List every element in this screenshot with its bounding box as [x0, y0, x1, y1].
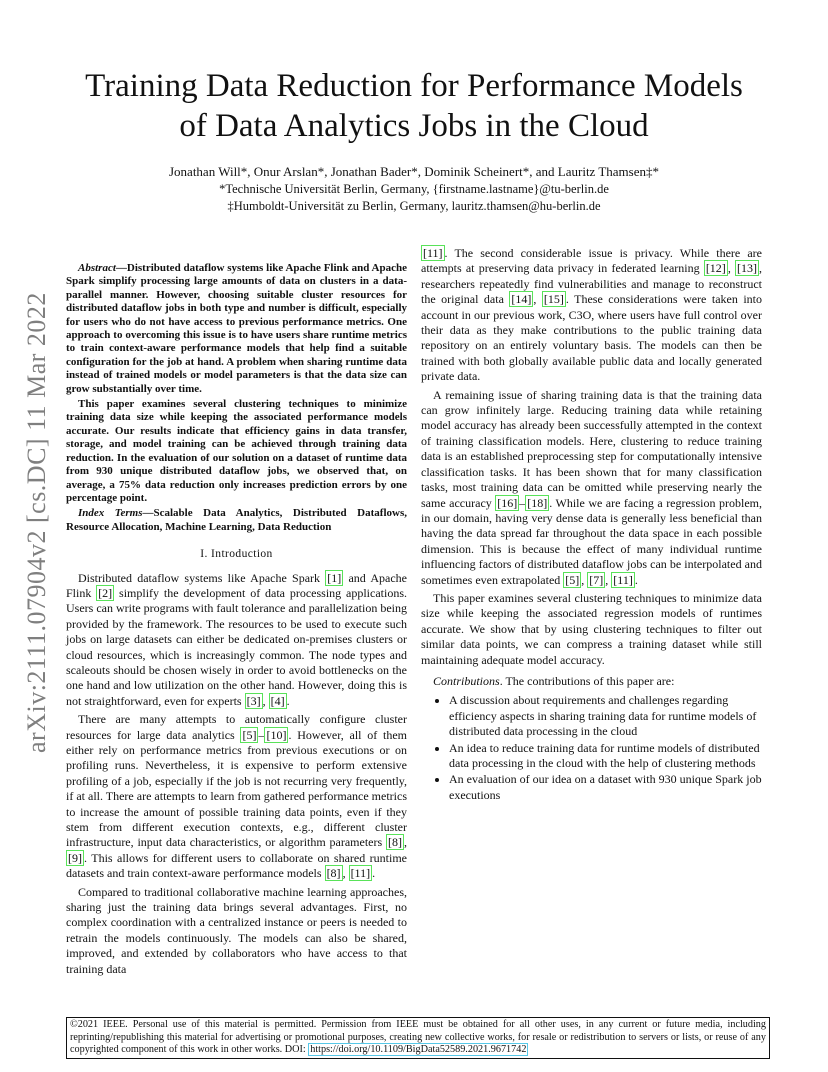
- index-terms: Index Terms—Scalable Data Analytics, Distributed Dataflows, Resource Allocation, Machine Learning, Data Reduction: [66, 507, 407, 533]
- citation-link[interactable]: [3]: [246, 693, 261, 708]
- citation-link[interactable]: [11]: [423, 246, 443, 260]
- citation-link[interactable]: [12]: [705, 261, 726, 276]
- citation-link[interactable]: [1]: [327, 570, 342, 585]
- citation-link[interactable]: [8]: [388, 835, 402, 850]
- citation-link[interactable]: [8]: [326, 866, 341, 881]
- abstract-paragraph-2: This paper examines several clustering techniques to minimize training data size while keeping the associated performance models accurate. Our results indicate that efficiency gains in data transfer, storage, and model training can be achieved through training data reduction. In the evaluation of our solution on a dataset of runtime data from 930 unique distributed dataflow jobs, we observed that, on average, a 75% data reduction only increases prediction errors by one percentage point.: [66, 398, 407, 504]
- citation-link[interactable]: [9]: [68, 850, 82, 865]
- citation-link[interactable]: [4]: [270, 693, 285, 708]
- list-item: • An idea to reduce training data for runtime models of distributed data processing in the cloud with the help of clustering methods: [449, 741, 762, 772]
- abstract-label: Abstract: [78, 262, 116, 274]
- title-line-1: Training Data Reduction for Performance Models: [85, 68, 743, 104]
- citation-link[interactable]: [18]: [527, 495, 548, 510]
- contributions-list: [421, 693, 762, 803]
- citation-link[interactable]: [16]: [497, 495, 518, 510]
- left-column: [66, 262, 407, 980]
- citation-link[interactable]: [2]: [98, 585, 113, 600]
- citation-link[interactable]: [11]: [613, 572, 633, 587]
- contributions-label: Contributions: [433, 673, 500, 688]
- intro-paragraph-1: Distributed dataflow systems like Apache Spark [1] and Apache Flink [2] simplify the development of data processing applications. Users can write programs with fault tolerance and parallelization being provided by the framework. The resources to be used to execute such jobs on large datasets can either be dedicated on-premises clusters or cloud resources, which is increasingly common. The node types and scaleouts should be chosen wisely in order to avoid bottlenecks on the one hand and low utilization on the other hand. However, doing this is not straightforward, even for experts [3] , [4] .: [66, 570, 408, 708]
- index-terms-label: Index Terms: [78, 507, 143, 520]
- citation-link[interactable]: [13]: [737, 261, 758, 276]
- intro-paragraph-4: A remaining issue of sharing training data is that the training data can grow infinitely large. Reducing training data while retaining model accuracy has already been successfully attempted in the context of training classification models. Here, clustering to reduce training data is an established preprocessing step for computationally intensive classification tasks. It has been shown that for many classification tasks, most training data can be omitted while preserving nearly the same accuracy [16] – [18] . While we are facing a regression problem, in our domain, having very dense data is generally less beneficial than having the data spread far throughout the data space in each possible dimension. This is because the effect of many individual runtime influencing factors of distributed dataflow jobs can be interpolated and sometimes even extrapolated [5] , [7] , [11] .: [421, 387, 762, 587]
- abstract-paragraph-1: Abstract—Distributed dataflow systems like Apache Flink and Apache Spark simplify processing large amounts of data on clusters in a data-parallel manner. However, choosing suitable cluster resources for distributed dataflow jobs in both type and number is difficult, especially for users who do not have access to previous performance metrics. One approach to overcoming this issue is to have users share runtime metrics to train context-aware performance models that help find a suitable configuration for the job at hand. A problem when sharing runtime data instead of trained models or model parameters is that the data size can grow substantially over time.: [66, 262, 407, 395]
- doi-link[interactable]: https://doi.org/10.1109/BigData52589.2021.9671742: [310, 1044, 527, 1056]
- author-list: Jonathan Will*, Onur Arslan*, Jonathan Bader*, Dominik Scheinert*, and Lauritz Thamsen‡*: [168, 164, 659, 179]
- citation-link[interactable]: [10]: [266, 727, 287, 742]
- citation-link[interactable]: [11]: [350, 866, 371, 881]
- intro-paragraph-2: There are many attempts to automatically configure cluster resources for large data analytics [5] – [10] . However, all of them either rely on performance metrics from previous executions or on profiling runs. Nevertheless, it is expensive to perform extensive profiling of a job, especially if the job is not recurring very frequently, if at all. There are attempts to learn from gathered performance metrics to increase the amount of possible training data points, even if they stem from different execution contexts, e.g., different cluster infrastructure, input data characteristics, or algorithm parameters [8] , [9] . This allows for different users to collaborate on shared runtime datasets and train context-aware performance models [8] , [11] .: [66, 712, 407, 881]
- abstract: [66, 262, 407, 534]
- affiliation-hu-berlin: ‡Humboldt-Universität zu Berlin, Germany, lauritz.thamsen@hu-berlin.de: [227, 199, 601, 213]
- copyright-notice: ©2021 IEEE. Personal use of this material is permitted. Permission from IEEE must be obtained for all other uses, in any current or future media, including reprinting/republishing this material for advertising or promotional purposes, creating new collective works, for resale or redistribution to servers or lists, or reuse of any copyrighted component of this work in other works. DOI: https://doi.org/10.1109/BigData52589.2021.9671742: [66, 1017, 770, 1059]
- section-heading-introduction: I. Introduction: [200, 548, 273, 561]
- intro-paragraph-3-start: Compared to traditional collaborative machine learning approaches, sharing just the training data brings several advantages. First, no complex coordination with a centralized instance or peers is needed to retrain the models continuously. The models can also be shared, improved, and extended by collaborators who have access to that training data: [66, 884, 407, 976]
- intro-paragraph-5: This paper examines several clustering techniques to minimize data size while keeping the associated regression models of runtimes accurate. We show that by using clustering techniques to filter out similar data points, we can compress a training dataset while still maintaining adequate model accuracy.: [421, 590, 762, 667]
- citation-link[interactable]: [14]: [511, 292, 532, 307]
- citation-link[interactable]: [15]: [543, 292, 564, 307]
- contributions-intro: Contributions. The contributions of this paper are:: [433, 673, 675, 688]
- affiliation-tu-berlin: *Technische Universität Berlin, Germany, {firstname.lastname}@tu-berlin.de: [219, 182, 609, 196]
- right-column: [421, 246, 762, 804]
- arxiv-side-stamp: arXiv:2111.07904v2 [cs.DC] 11 Mar 2022: [22, 292, 51, 754]
- paper-title: [60, 66, 768, 146]
- list-item: • A discussion about requirements and challenges regarding efficiency aspects in sharing training data for runtime models of distributed data processing in the cloud: [449, 693, 762, 739]
- citation-link[interactable]: [7]: [589, 572, 604, 587]
- citation-link[interactable]: [5]: [565, 572, 580, 587]
- citation-link[interactable]: [5]: [242, 727, 257, 742]
- intro-paragraph-3-cont: [11] . The second considerable issue is privacy. While there are attempts at preserving data privacy in federated learning [12] , [13] , researchers repeatedly find vulnerabilities and manage to reconstruct the original data [14] , [15] . These considerations were taken into account in our previous work, C3O, where users have full control over their data as they make contributions to the public training data repository on an entirely voluntary basis. The models can then be trained with both globally available public data and locally generated private data.: [421, 246, 763, 384]
- title-line-2: of Data Analytics Jobs in the Cloud: [179, 108, 649, 144]
- list-item: • An evaluation of our idea on a dataset with 930 unique Spark job executions: [449, 772, 762, 803]
